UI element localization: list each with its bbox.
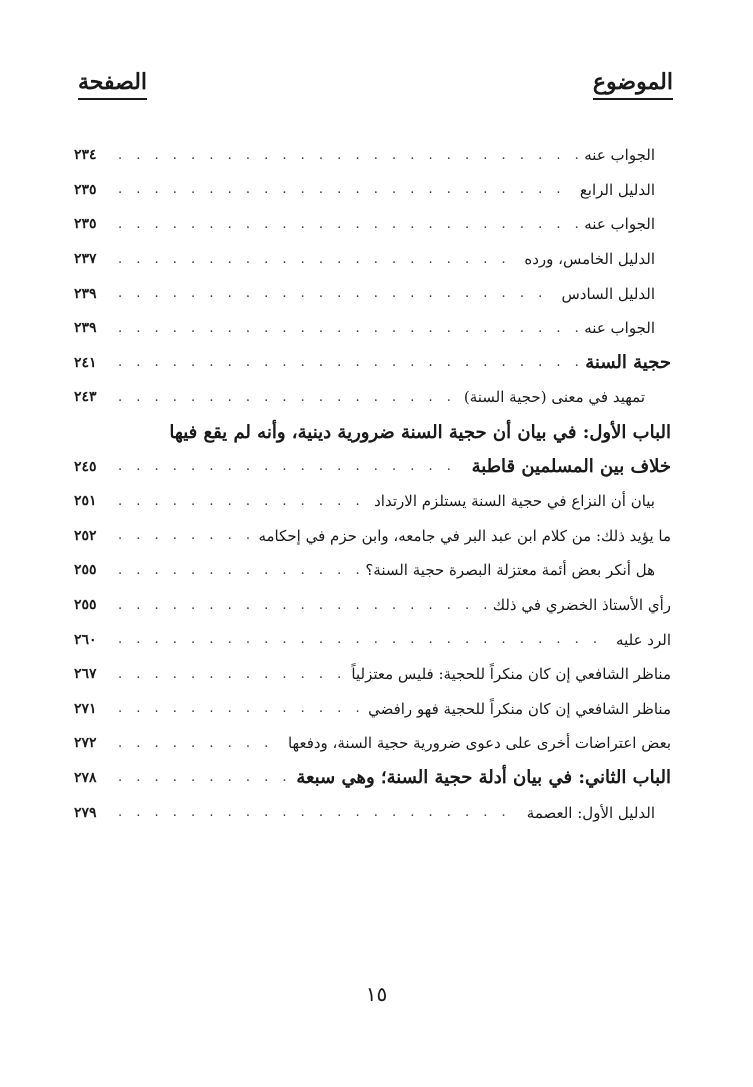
toc-entry-title: مناظر الشافعي إن كان منكراً للحجية: فليس معتزلياً bbox=[351, 665, 671, 684]
toc-entry bbox=[74, 553, 671, 588]
dot-leader bbox=[112, 805, 521, 820]
toc-entry-page: ٢٥١ bbox=[74, 493, 97, 510]
toc-entry bbox=[74, 795, 671, 830]
toc-entry-page: ٢٣٧ bbox=[74, 251, 97, 268]
toc-entry-page: ٢٣٥ bbox=[74, 216, 97, 233]
toc-entry-page: ٢٧١ bbox=[74, 700, 97, 717]
toc-entry bbox=[74, 346, 671, 381]
toc-entry-title: بيان أن النزاع في حجية السنة يستلزم الارتداد bbox=[374, 492, 655, 511]
dot-leader bbox=[112, 598, 487, 613]
toc-entry-page: ٢٥٥ bbox=[74, 597, 97, 614]
dot-leader bbox=[112, 321, 578, 336]
toc-entry-page: ٢٧٢ bbox=[74, 735, 97, 752]
toc-entry bbox=[74, 449, 671, 484]
toc-entry bbox=[74, 138, 671, 173]
toc-entry bbox=[74, 242, 671, 277]
toc-entry bbox=[74, 692, 671, 727]
page-column-heading: الصفحة bbox=[78, 68, 147, 100]
toc-entry-title: الدليل الخامس، ورده bbox=[524, 250, 655, 269]
toc-entry bbox=[74, 311, 671, 346]
dot-leader bbox=[112, 390, 458, 405]
toc-header bbox=[78, 68, 673, 108]
toc-entry-page: ٢٣٩ bbox=[74, 285, 97, 302]
page-number: ١٥ bbox=[365, 982, 388, 1006]
dot-leader bbox=[112, 528, 252, 543]
toc-entry bbox=[74, 657, 671, 692]
toc-entry-title: الجواب عنه bbox=[584, 215, 655, 234]
toc-entry-title: بعض اعتراضات أخرى على دعوى ضرورية حجية السنة، ودفعها bbox=[287, 734, 671, 753]
dot-leader bbox=[112, 701, 362, 716]
toc-entry-title: الدليل السادس bbox=[561, 284, 655, 303]
dot-leader bbox=[112, 252, 518, 267]
toc-entry-page: ٢٣٩ bbox=[74, 320, 97, 337]
dot-leader bbox=[112, 459, 466, 474]
toc-entry-title: حجية السنة bbox=[585, 352, 671, 374]
toc-entry-page: ٢٧٨ bbox=[74, 769, 97, 786]
toc-entry bbox=[74, 415, 671, 450]
toc-entry bbox=[74, 519, 671, 554]
toc-entry-page: ٢٧٩ bbox=[74, 804, 97, 821]
dot-leader bbox=[112, 632, 610, 647]
toc-entry-title: الباب الثاني: في بيان أدلة حجية السنة؛ وهي سبعة bbox=[296, 767, 671, 789]
dot-leader bbox=[112, 182, 574, 197]
toc-entry bbox=[74, 726, 671, 761]
toc-entry bbox=[74, 761, 671, 796]
toc-entry-title: خلاف بين المسلمين قاطبة bbox=[471, 456, 671, 478]
toc-entry-page: ٢٥٥ bbox=[74, 562, 97, 579]
toc-entry-title: الدليل الأول: العصمة bbox=[526, 803, 655, 822]
toc-entry-title: تمهيد في معنى (حجية السنة) bbox=[463, 388, 645, 407]
toc-entry-page: ٢٦٠ bbox=[74, 631, 97, 648]
toc-entry-title: هل أنكر بعض أئمة معتزلة البصرة حجية السنة؟ bbox=[365, 561, 655, 580]
toc-entry-title: مناظر الشافعي إن كان منكراً للحجية فهو رافضي bbox=[368, 699, 671, 718]
toc-entry-title: الدليل الرابع bbox=[579, 180, 655, 199]
dot-leader bbox=[112, 355, 579, 370]
toc-entry-title: الجواب عنه bbox=[584, 146, 655, 165]
toc-entry-page: ٢٣٤ bbox=[74, 147, 97, 164]
table-of-contents bbox=[74, 138, 671, 830]
toc-entry bbox=[74, 207, 671, 242]
toc-entry-page: ٢٤٥ bbox=[74, 458, 97, 475]
toc-entry-page: ٢٣٥ bbox=[74, 181, 97, 198]
dot-leader bbox=[112, 770, 290, 785]
toc-entry-title: ما يؤيد ذلك: من كلام ابن عبد البر في جامعه، وابن حزم في إحكامه bbox=[258, 526, 671, 545]
toc-entry bbox=[74, 380, 671, 415]
toc-entry-page: ٢٦٧ bbox=[74, 666, 97, 683]
topic-column-heading: الموضوع bbox=[593, 68, 673, 100]
toc-entry-page: ٢٥٢ bbox=[74, 527, 97, 544]
dot-leader bbox=[112, 563, 359, 578]
toc-entry-title: الباب الأول: في بيان أن حجية السنة ضرورية دينية، وأنه لم يقع فيها bbox=[169, 421, 671, 443]
toc-entry-page: ٢٤١ bbox=[74, 354, 97, 371]
dot-leader bbox=[112, 667, 345, 682]
toc-entry-title: الجواب عنه bbox=[584, 319, 655, 338]
toc-entry-title: الرد عليه bbox=[616, 630, 671, 649]
toc-entry bbox=[74, 173, 671, 208]
toc-entry bbox=[74, 484, 671, 519]
toc-entry bbox=[74, 588, 671, 623]
dot-leader bbox=[112, 148, 578, 163]
dot-leader bbox=[112, 736, 282, 751]
dot-leader bbox=[112, 286, 555, 301]
toc-entry bbox=[74, 276, 671, 311]
toc-entry bbox=[74, 622, 671, 657]
toc-entry-page: ٢٤٣ bbox=[74, 389, 97, 406]
dot-leader bbox=[112, 217, 578, 232]
toc-entry-title: رأي الأستاذ الخضري في ذلك bbox=[492, 596, 671, 615]
dot-leader bbox=[112, 494, 368, 509]
